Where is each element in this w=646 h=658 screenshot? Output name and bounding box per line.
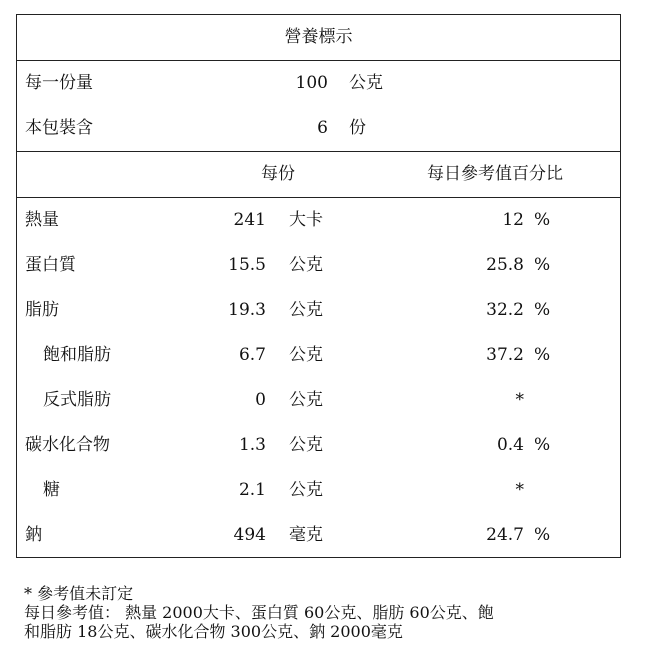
nutrient-value: 0 [255, 390, 266, 410]
nutrient-value: 2.1 [238, 480, 266, 500]
daily-value-unit: % [534, 210, 551, 230]
servings-unit: 份 [349, 118, 366, 138]
nutrient-name: 脂肪 [25, 300, 59, 320]
footnote-daily-values-cont: 和脂肪 18公克、碳水化合物 300公克、鈉 2000毫克 [24, 622, 403, 641]
serving-size-unit: 公克 [349, 73, 383, 93]
nutrient-row [17, 333, 620, 378]
daily-value-percent: 12 [502, 210, 524, 230]
nutrient-name: 反式脂肪 [43, 390, 111, 410]
nutrient-row [17, 288, 620, 333]
nutrient-unit: 公克 [289, 255, 323, 275]
daily-value-unit: % [534, 345, 551, 365]
nutrient-row [17, 468, 620, 513]
nutrition-label [16, 14, 621, 558]
daily-value-unit: % [534, 525, 551, 545]
nutrient-unit: 公克 [289, 390, 323, 410]
nutrient-value: 19.3 [228, 300, 266, 320]
nutrient-value: 241 [233, 210, 266, 230]
daily-value-percent: 24.7 [486, 525, 524, 545]
nutrient-unit: 毫克 [289, 525, 323, 545]
nutrient-value: 15.5 [228, 255, 266, 275]
nutrient-row [17, 243, 620, 288]
nutrient-name: 蛋白質 [25, 255, 76, 275]
nutrient-value: 6.7 [238, 345, 266, 365]
per-serving-header: 每份 [261, 164, 295, 184]
nutrient-row [17, 513, 620, 558]
nutrient-unit: 公克 [289, 345, 323, 365]
daily-value-percent: 37.2 [486, 345, 524, 365]
daily-value-percent: * [515, 390, 524, 410]
nutrient-unit: 公克 [289, 300, 323, 320]
nutrient-row [17, 198, 620, 243]
nutrient-name: 熱量 [25, 210, 59, 230]
daily-value-percent: 0.4 [496, 435, 524, 455]
daily-value-unit: % [534, 300, 551, 320]
serving-size-value: 100 [295, 73, 328, 93]
footnote-daily-values: 每日參考值： 熱量 2000大卡、蛋白質 60公克、脂肪 60公克、飽 [24, 603, 494, 622]
servings-per-package-row [17, 106, 620, 151]
daily-value-unit: % [534, 255, 551, 275]
label-title: 營養標示 [284, 27, 353, 47]
nutrient-unit: 公克 [289, 480, 323, 500]
footnote [24, 584, 624, 641]
nutrient-row [17, 423, 620, 468]
nutrient-name: 鈉 [25, 525, 42, 545]
servings-value: 6 [317, 118, 328, 138]
nutrient-name: 糖 [43, 480, 60, 500]
nutrient-unit: 大卡 [289, 210, 323, 230]
serving-size-row [17, 61, 620, 106]
daily-value-unit: % [534, 435, 551, 455]
nutrient-name: 飽和脂肪 [43, 345, 111, 365]
daily-value-percent: 32.2 [486, 300, 524, 320]
nutrient-value: 494 [233, 525, 266, 545]
daily-value-percent: 25.8 [486, 255, 524, 275]
servings-label: 本包裝含 [25, 118, 93, 138]
daily-value-header: 每日參考值百分比 [427, 164, 563, 184]
nutrient-name: 碳水化合物 [25, 435, 110, 455]
column-header-row [17, 152, 620, 197]
serving-size-label: 每一份量 [25, 73, 93, 93]
nutrient-row [17, 378, 620, 423]
daily-value-percent: * [515, 480, 524, 500]
nutrient-value: 1.3 [238, 435, 266, 455]
label-title-row [17, 15, 620, 60]
footnote-asterisk-note: * 參考值未訂定 [24, 584, 134, 603]
nutrient-unit: 公克 [289, 435, 323, 455]
